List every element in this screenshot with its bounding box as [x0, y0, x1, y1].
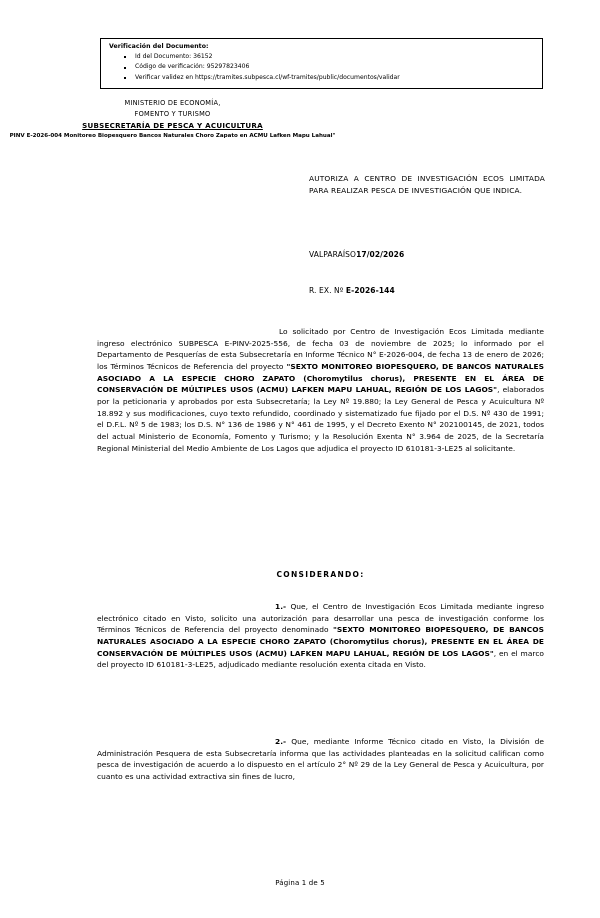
document-subject: AUTORIZA A CENTRO DE INVESTIGACIÓN ECOS LIMITADA PARA REALIZAR PESCA DE INVESTIGACIÓN QUE INDICA. [309, 174, 545, 195]
considerando-1-number: 1.- [275, 602, 291, 611]
place-and-date [309, 250, 404, 259]
visto-paragraph [97, 326, 544, 454]
considerando-heading: CONSIDERANDO: [276, 570, 365, 579]
visto-text-part-2: , elaborados por la peticionaria y aprobados por esta Subsecretaría; la Ley Nº 19.880; la Ley General de Pesca y Acuicultura Nº 18.892 y sus modificaciones, cuyo texto refundido, coordinado y sistematizado fue fijado por el D.S. Nº 430 de 1991; el D.F.L. Nº 5 de 1983; los D.S. N° 136 de 1986 y N° 461 de 1995, y el Decreto Exento N° 202100145, de 2021, todos del actual Ministerio de Economía, Fomento y Turismo; y la Resolución Exenta N° 3.964 de 2025, de la Secretaría Regional Ministerial del Medio Ambiente de Los Lagos que adjudica el proyecto ID 610181-3-LE25 al solicitante. [97, 385, 545, 453]
subsecretaria-name: SUBSECRETARÍA DE PESCA Y ACUICULTURA [82, 120, 263, 130]
considerando-1-text-part-2: , en el marco del proyecto ID 610181-3-LE25, adjudicado mediante resolución exenta citada en Visto. [97, 648, 544, 670]
verification-item-document-id: Id del Documento: 36152 [135, 52, 536, 62]
visto-text-part-1: Lo solicitado por Centro de Investigación Ecos Limitada mediante ingreso electrónico SUBPESCA E-PINV-2025-556, de fecha 03 de noviembre de 2025; lo informado por el Departamento de Pesquerías de esta Subsecretaría en Informe Técnico N° E-2026-004, de fecha 13 de enero de 2026; los Términos Técnicos de Referencia del proyecto [97, 327, 544, 371]
resolution-prefix: R. EX. Nº [309, 286, 346, 295]
considerando-item-2 [97, 736, 544, 783]
considerando-2-text-part-1: Que, mediante Informe Técnico citado en Visto, la División de Administración Pesquera de esta Subsecretaría informa que las actividades planteadas en la solicitud califican como pesca de investigación de acuerdo a lo dispuesto en el artículo 2° Nº 29 de la Ley General de Pesca y Acuicultura, por cuanto es una actividad extractiva sin fines de lucro, [97, 737, 544, 781]
verification-title: Verificación del Documento: [109, 43, 209, 50]
verification-list [109, 52, 536, 83]
document-verification-box [100, 38, 543, 89]
considerando-item-1 [97, 601, 544, 671]
visto-project-title: "SEXTO MONITOREO BIOPESQUERO, DE BANCOS NATURALES ASOCIADO A LA ESPECIE CHORO ZAPATO (Choromytilus chorus), PRESENTE EN EL ÁREA DE CONSERVACIÓN DE MÚLTIPLES USOS (ACMU) LAFKEN MAPU LAHUAL, REGIÓN DE LOS LAGOS" [97, 361, 544, 395]
page-number-label: Página 1 de 5 [275, 879, 325, 887]
verification-item-code: Código de verificación: 95297823406 [135, 62, 536, 72]
organization-header [0, 98, 345, 141]
place-label: VALPARAÍSO [309, 250, 357, 259]
considerando-1-text-part-1: Que, el Centro de Investigación Ecos Limitada mediante ingreso electrónico citado en Visto, solicito una autorización para desarrollar una pesca de investigación conforme los Términos Técnicos de Referencia del proyecto denominado [97, 602, 544, 635]
considerando-2-number: 2.- [275, 737, 292, 746]
considerando-1-project-title: "SEXTO MONITOREO BIOPESQUERO, DE BANCOS NATURALES ASOCIADO A LA ESPECIE CHORO ZAPATO (Choromytilus chorus), PRESENTE EN EL ÁREA DE CONSERVACIÓN DE MÚLTIPLES USOS (ACMU) LAFKEN MAPU LAHUAL, REGIÓN DE LOS LAGOS" [97, 625, 544, 658]
project-reference-header: PINV E-2026-004 Monitoreo Biopesquero Bancos Naturales Choro Zapato en ACMU Lafken Mapu Lahual" [9, 133, 336, 140]
resolution-number-line [309, 286, 395, 295]
ministry-name-line-2: FOMENTO Y TURISMO [134, 109, 211, 118]
verification-item-validation-url: Verificar validez en https://tramites.subpesca.cl/wf-tramites/public/documentos/validar [135, 73, 536, 83]
resolution-number: E-2026-144 [345, 286, 395, 295]
document-date: 17/02/2026 [356, 250, 405, 259]
page-footer [0, 879, 600, 887]
ministry-name-line-1: MINISTERIO DE ECONOMÍA, [124, 99, 221, 107]
